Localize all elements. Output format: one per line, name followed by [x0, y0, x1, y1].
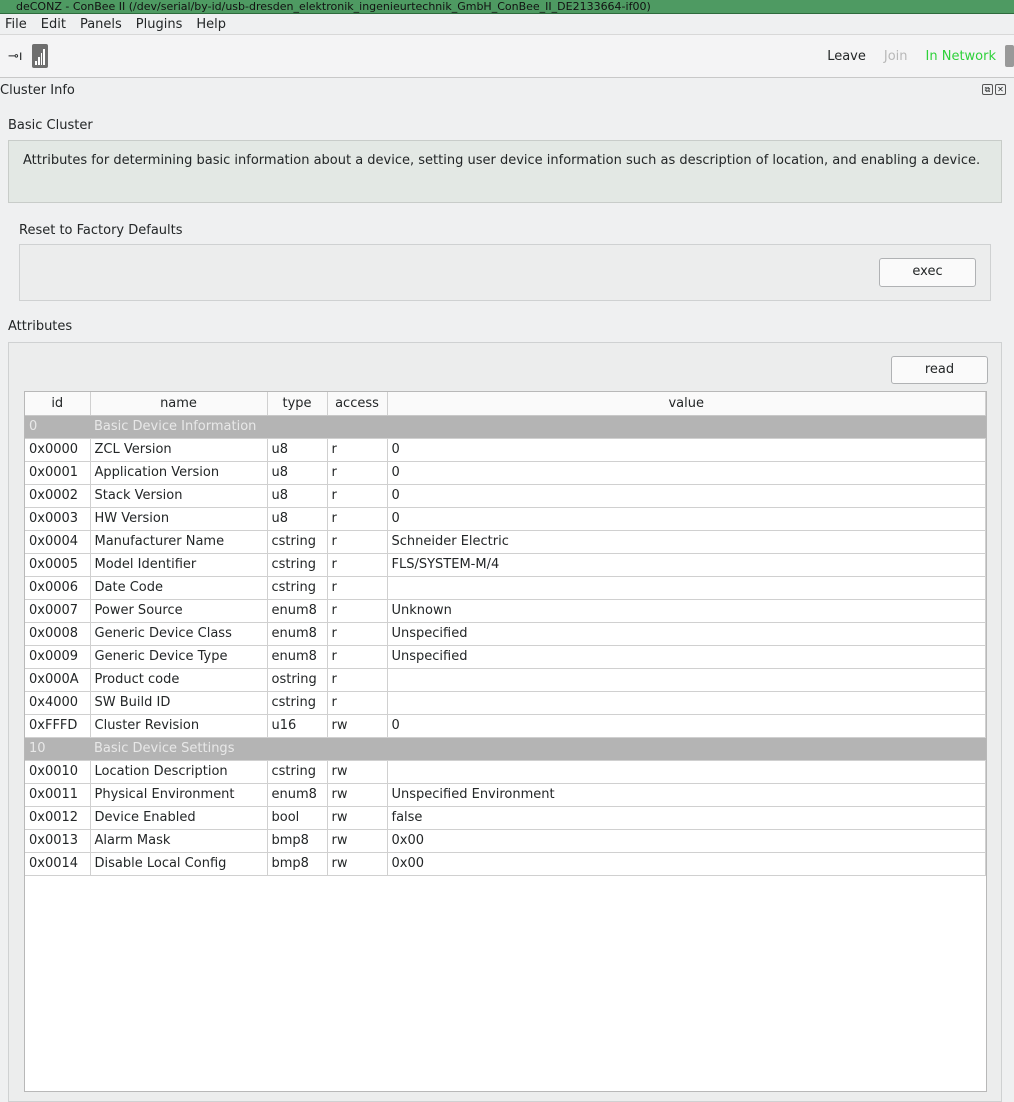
window-titlebar: [0, 0, 1014, 14]
table-row[interactable]: [25, 668, 986, 691]
cell-value[interactable]: [387, 691, 986, 714]
cell-id[interactable]: 0x0008: [25, 622, 90, 645]
dock-titlebar: [0, 80, 1014, 102]
cell-name[interactable]: Power Source: [90, 599, 267, 622]
float-icon[interactable]: ⧉: [982, 84, 993, 95]
cell-id[interactable]: 0x0000: [25, 438, 90, 461]
cell-id[interactable]: 0x0002: [25, 484, 90, 507]
exec-button[interactable]: exec: [879, 258, 976, 287]
table-row[interactable]: [25, 852, 986, 875]
header-access[interactable]: access: [327, 392, 387, 415]
section-id: 10: [25, 737, 90, 760]
cell-type[interactable]: enum8: [267, 599, 327, 622]
cell-value[interactable]: Unspecified: [387, 622, 986, 645]
cell-value[interactable]: 0: [387, 714, 986, 737]
section-row[interactable]: [25, 415, 986, 438]
cell-name[interactable]: ZCL Version: [90, 438, 267, 461]
window-title: deCONZ - ConBee II (/dev/serial/by-id/usb-dresden_elektronik_ingenieurtechnik_GmbH_ConBee_II_DE2133664-if00): [16, 0, 651, 13]
cell-id[interactable]: 0x0001: [25, 461, 90, 484]
toolbar-extension-icon[interactable]: [1005, 45, 1014, 67]
command-group: [19, 244, 991, 301]
cell-type[interactable]: u8: [267, 461, 327, 484]
cell-type[interactable]: bmp8: [267, 852, 327, 875]
cell-name[interactable]: Model Identifier: [90, 553, 267, 576]
read-button[interactable]: read: [891, 356, 988, 384]
table-row[interactable]: [25, 806, 986, 829]
cell-type[interactable]: bool: [267, 806, 327, 829]
cell-id[interactable]: 0x0014: [25, 852, 90, 875]
command-label: Reset to Factory Defaults: [19, 223, 183, 238]
cell-type[interactable]: cstring: [267, 576, 327, 599]
cell-value[interactable]: [387, 760, 986, 783]
cell-type[interactable]: cstring: [267, 691, 327, 714]
cell-id[interactable]: 0x0006: [25, 576, 90, 599]
cell-name[interactable]: HW Version: [90, 507, 267, 530]
cell-access[interactable]: r: [327, 576, 387, 599]
cell-type[interactable]: u16: [267, 714, 327, 737]
cell-id[interactable]: 0x0005: [25, 553, 90, 576]
table-row[interactable]: [25, 530, 986, 553]
cell-access[interactable]: r: [327, 691, 387, 714]
cell-name[interactable]: Date Code: [90, 576, 267, 599]
cell-name[interactable]: Location Description: [90, 760, 267, 783]
network-status: In Network: [925, 49, 996, 64]
cell-access[interactable]: rw: [327, 806, 387, 829]
close-icon[interactable]: ✕: [995, 84, 1006, 95]
cell-type[interactable]: enum8: [267, 622, 327, 645]
table-row[interactable]: [25, 829, 986, 852]
section-row[interactable]: [25, 737, 986, 760]
table-row[interactable]: [25, 576, 986, 599]
section-name: Basic Device Information: [90, 415, 986, 438]
table-row[interactable]: [25, 691, 986, 714]
cell-access[interactable]: r: [327, 507, 387, 530]
cell-type[interactable]: ostring: [267, 668, 327, 691]
cell-access[interactable]: r: [327, 530, 387, 553]
cell-name[interactable]: Cluster Revision: [90, 714, 267, 737]
cell-access[interactable]: rw: [327, 852, 387, 875]
cell-name[interactable]: SW Build ID: [90, 691, 267, 714]
table-row[interactable]: [25, 783, 986, 806]
cell-access[interactable]: r: [327, 438, 387, 461]
cell-name[interactable]: Alarm Mask: [90, 829, 267, 852]
menu-plugins[interactable]: Plugins: [135, 16, 183, 32]
cluster-name: Basic Cluster: [8, 118, 93, 133]
header-name[interactable]: name: [90, 392, 267, 415]
cell-name[interactable]: Disable Local Config: [90, 852, 267, 875]
header-type[interactable]: type: [267, 392, 327, 415]
cell-id[interactable]: 0x0004: [25, 530, 90, 553]
cell-value[interactable]: Schneider Electric: [387, 530, 986, 553]
cell-type[interactable]: enum8: [267, 645, 327, 668]
leave-button[interactable]: Leave: [827, 49, 866, 64]
cell-type[interactable]: enum8: [267, 783, 327, 806]
cell-access[interactable]: r: [327, 622, 387, 645]
cell-value[interactable]: [387, 668, 986, 691]
section-id: 0: [25, 415, 90, 438]
cell-name[interactable]: Device Enabled: [90, 806, 267, 829]
cell-name[interactable]: Application Version: [90, 461, 267, 484]
cell-type[interactable]: cstring: [267, 760, 327, 783]
plug-icon[interactable]: ⊸ı: [8, 49, 23, 64]
cell-id[interactable]: 0x0009: [25, 645, 90, 668]
cluster-description: Attributes for determining basic information about a device, setting user device information such as description of location, and enabling a device.: [8, 140, 1002, 203]
cell-id[interactable]: 0x0010: [25, 760, 90, 783]
cell-id[interactable]: 0x0013: [25, 829, 90, 852]
cell-type[interactable]: u8: [267, 484, 327, 507]
cell-name[interactable]: Product code: [90, 668, 267, 691]
cell-type[interactable]: cstring: [267, 530, 327, 553]
cell-name[interactable]: Physical Environment: [90, 783, 267, 806]
cell-id[interactable]: 0x0003: [25, 507, 90, 530]
cell-value[interactable]: Unknown: [387, 599, 986, 622]
cell-access[interactable]: rw: [327, 714, 387, 737]
toolbar: [0, 34, 1014, 78]
cell-id[interactable]: 0x0011: [25, 783, 90, 806]
cell-access[interactable]: r: [327, 484, 387, 507]
menu-panels[interactable]: Panels: [79, 16, 122, 32]
menu-file[interactable]: File: [5, 16, 27, 32]
cell-id[interactable]: 0x0007: [25, 599, 90, 622]
cell-value[interactable]: FLS/SYSTEM-M/4: [387, 553, 986, 576]
cell-id[interactable]: 0xFFFD: [25, 714, 90, 737]
cell-value[interactable]: Unspecified: [387, 645, 986, 668]
cell-access[interactable]: r: [327, 668, 387, 691]
cell-id[interactable]: 0x4000: [25, 691, 90, 714]
table-row[interactable]: [25, 484, 986, 507]
cell-id[interactable]: 0x000A: [25, 668, 90, 691]
cell-value[interactable]: 0x00: [387, 852, 986, 875]
cell-access[interactable]: rw: [327, 783, 387, 806]
cell-name[interactable]: Generic Device Type: [90, 645, 267, 668]
cell-value[interactable]: 0: [387, 507, 986, 530]
header-id[interactable]: id: [25, 392, 90, 415]
cell-value[interactable]: false: [387, 806, 986, 829]
table-row[interactable]: [25, 438, 986, 461]
cell-value[interactable]: [387, 576, 986, 599]
cell-access[interactable]: r: [327, 599, 387, 622]
menu-help[interactable]: Help: [196, 16, 227, 32]
menubar: [0, 14, 1014, 34]
cell-name[interactable]: Stack Version: [90, 484, 267, 507]
table-row[interactable]: [25, 507, 986, 530]
join-button[interactable]: Join: [883, 49, 908, 64]
attributes-table: [24, 391, 987, 1092]
cell-access[interactable]: r: [327, 645, 387, 668]
cell-access[interactable]: r: [327, 461, 387, 484]
header-value[interactable]: value: [387, 392, 986, 415]
cell-value[interactable]: 0: [387, 461, 986, 484]
cell-id[interactable]: 0x0012: [25, 806, 90, 829]
cell-value[interactable]: 0: [387, 484, 986, 507]
cell-value[interactable]: 0x00: [387, 829, 986, 852]
cell-value[interactable]: Unspecified Environment: [387, 783, 986, 806]
cell-name[interactable]: Generic Device Class: [90, 622, 267, 645]
attributes-label: Attributes: [8, 319, 73, 334]
cell-value[interactable]: 0: [387, 438, 986, 461]
table-row[interactable]: [25, 714, 986, 737]
cell-type[interactable]: cstring: [267, 553, 327, 576]
cell-name[interactable]: Manufacturer Name: [90, 530, 267, 553]
table-row[interactable]: [25, 461, 986, 484]
signal-icon[interactable]: [32, 44, 48, 68]
cell-access[interactable]: rw: [327, 760, 387, 783]
cell-type[interactable]: u8: [267, 507, 327, 530]
cell-type[interactable]: u8: [267, 438, 327, 461]
cell-access[interactable]: r: [327, 553, 387, 576]
section-name: Basic Device Settings: [90, 737, 986, 760]
table-row[interactable]: [25, 645, 986, 668]
table-row[interactable]: [25, 599, 986, 622]
panel-title: Cluster Info: [0, 83, 75, 98]
menu-edit[interactable]: Edit: [40, 16, 66, 32]
cell-access[interactable]: rw: [327, 829, 387, 852]
table-row[interactable]: [25, 622, 986, 645]
table-row[interactable]: [25, 553, 986, 576]
table-row[interactable]: [25, 760, 986, 783]
cell-type[interactable]: bmp8: [267, 829, 327, 852]
